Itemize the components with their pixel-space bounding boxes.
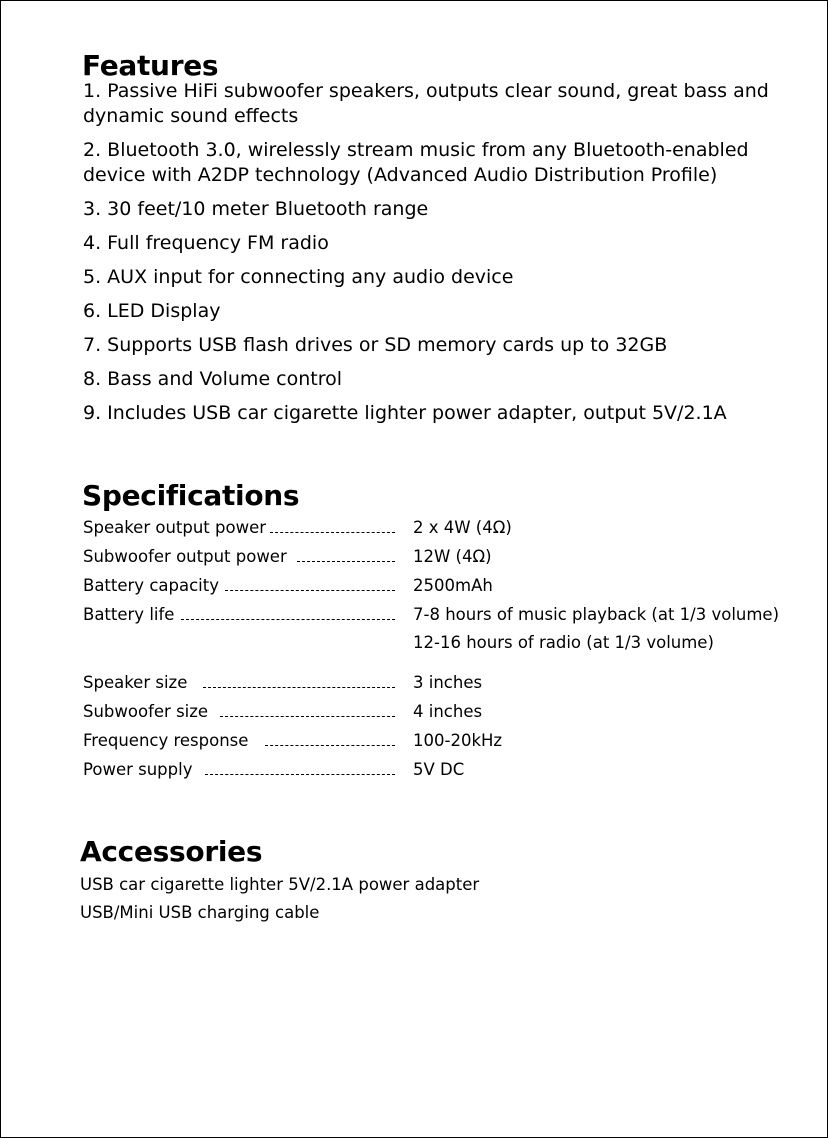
feature-item: 7. Supports USB flash drives or SD memory cards up to 32GB bbox=[83, 334, 668, 356]
spec-value: 7-8 hours of music playback (at 1/3 volume) bbox=[413, 605, 780, 624]
spec-row-power-supply bbox=[83, 757, 803, 783]
spec-label: Battery life bbox=[83, 605, 175, 624]
feature-item: 2. Bluetooth 3.0, wirelessly stream music from any Bluetooth-enabled device with A2DP technology (Advanced Audio Distribution Profile) bbox=[83, 139, 749, 186]
spec-label: Speaker output power bbox=[83, 518, 267, 537]
accessory-item: USB/Mini USB charging cable bbox=[80, 903, 320, 922]
spec-row-subwoofer-output-power bbox=[83, 544, 803, 570]
spec-value: 2500mAh bbox=[413, 576, 493, 595]
feature-item: 9. Includes USB car cigarette lighter power adapter, output 5V/2.1A bbox=[83, 402, 727, 424]
spec-value: 4 inches bbox=[413, 702, 483, 721]
dotted-leader bbox=[203, 687, 395, 688]
feature-item: 6. LED Display bbox=[83, 300, 221, 322]
feature-item: 5. AUX input for connecting any audio device bbox=[83, 266, 514, 288]
feature-item: 1. Passive HiFi subwoofer speakers, outputs clear sound, great bass and dynamic sound effects bbox=[83, 80, 769, 127]
spec-row-speaker-size bbox=[83, 670, 803, 696]
dotted-leader bbox=[225, 590, 395, 591]
spec-value: 5V DC bbox=[413, 760, 465, 779]
accessories-list bbox=[80, 871, 479, 927]
spec-row-speaker-output-power bbox=[83, 515, 803, 541]
spec-value-continuation: 12-16 hours of radio (at 1/3 volume) bbox=[413, 633, 714, 652]
spec-label: Battery capacity bbox=[83, 576, 219, 595]
features-list bbox=[83, 79, 783, 435]
spec-label: Power supply bbox=[83, 760, 193, 779]
spec-label: Frequency response bbox=[83, 731, 249, 750]
feature-item: 4. Full frequency FM radio bbox=[83, 232, 329, 254]
spec-row-battery-capacity bbox=[83, 573, 803, 599]
features-heading: Features bbox=[82, 49, 219, 82]
spec-value: 12W (4Ω) bbox=[413, 547, 492, 566]
dotted-leader bbox=[270, 532, 395, 533]
spec-label: Speaker size bbox=[83, 673, 188, 692]
spec-label: Subwoofer size bbox=[83, 702, 209, 721]
feature-item: 8. Bass and Volume control bbox=[83, 368, 343, 390]
accessories-heading: Accessories bbox=[80, 835, 263, 868]
dotted-leader bbox=[181, 619, 395, 620]
spec-label: Subwoofer output power bbox=[83, 547, 287, 566]
dotted-leader bbox=[265, 745, 395, 746]
feature-item: 3. 30 feet/10 meter Bluetooth range bbox=[83, 198, 429, 220]
dotted-leader bbox=[220, 716, 395, 717]
spec-row-subwoofer-size bbox=[83, 699, 803, 725]
accessory-item: USB car cigarette lighter 5V/2.1A power adapter bbox=[80, 875, 480, 894]
dotted-leader bbox=[297, 561, 395, 562]
specifications-heading: Specifications bbox=[82, 479, 300, 512]
spec-row-battery-life bbox=[83, 602, 803, 658]
spec-value: 3 inches bbox=[413, 673, 483, 692]
spec-row-frequency-response bbox=[83, 728, 803, 754]
spec-value: 2 x 4W (4Ω) bbox=[413, 518, 512, 537]
spec-value: 100-20kHz bbox=[413, 731, 503, 750]
dotted-leader bbox=[205, 774, 395, 775]
